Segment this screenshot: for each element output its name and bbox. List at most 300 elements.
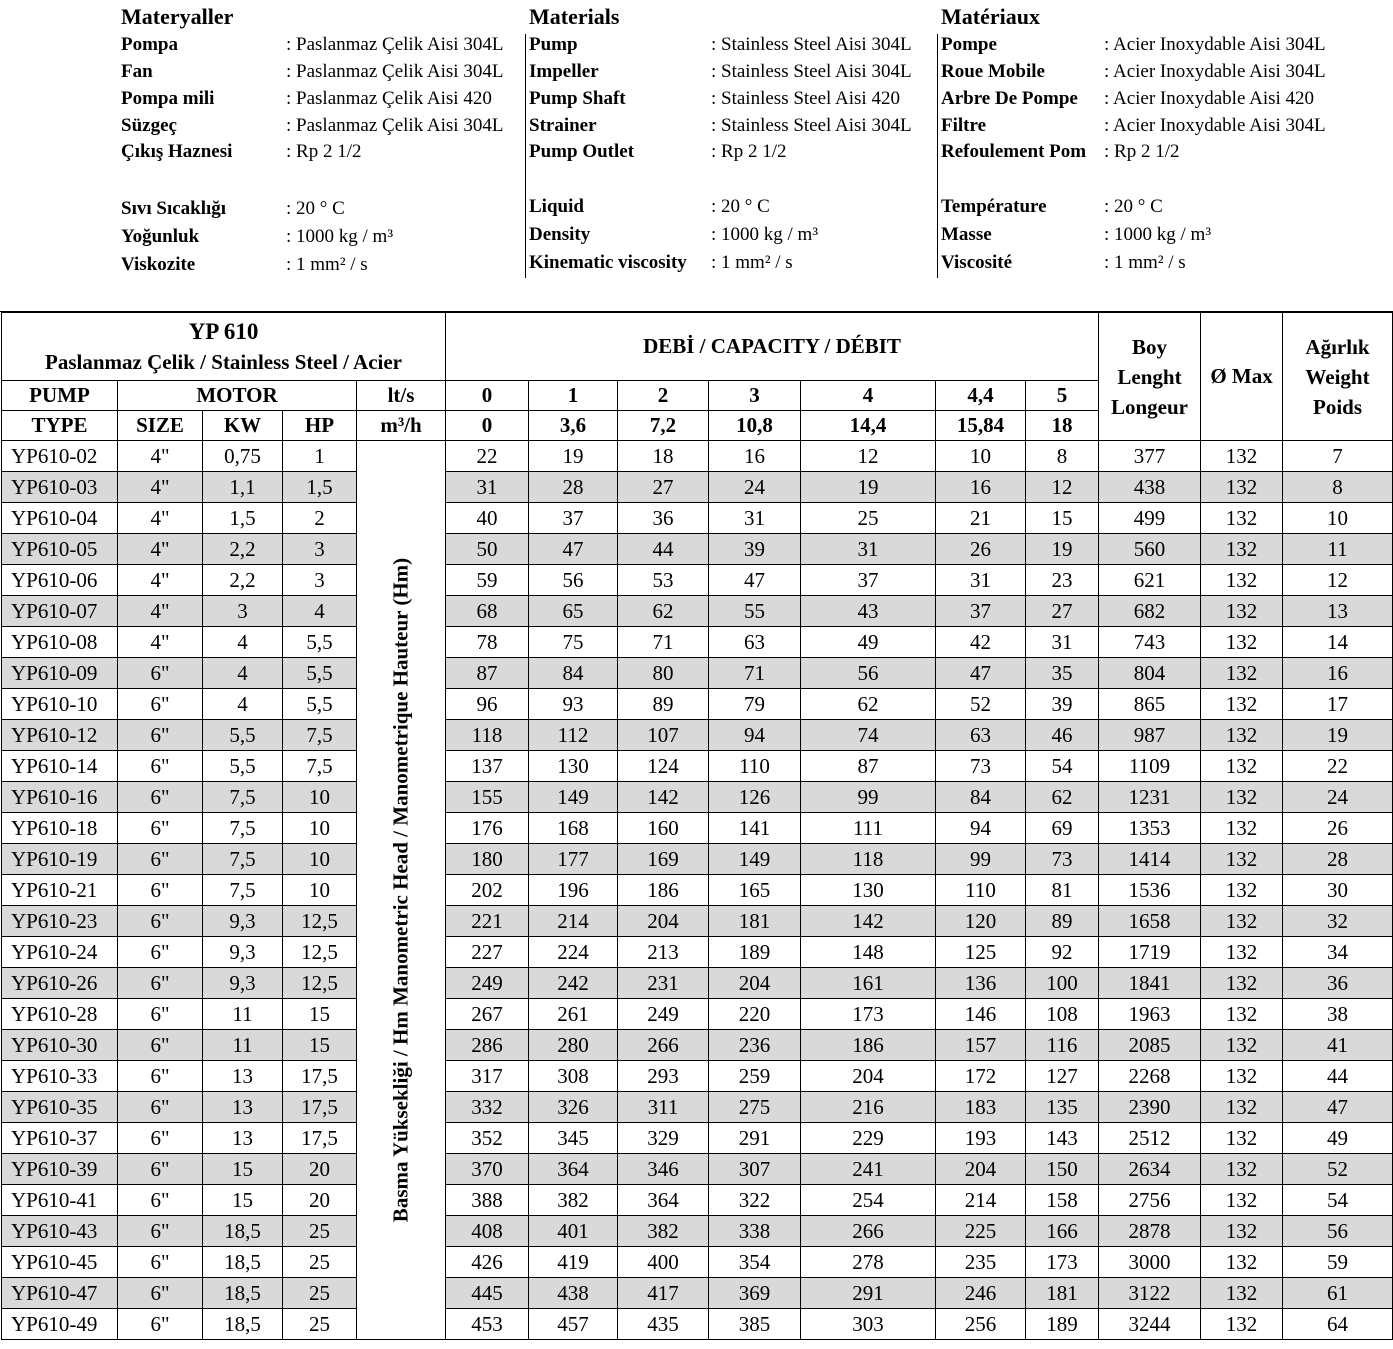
head-6-cell: 189 — [1026, 1309, 1099, 1340]
materials-title-tr: Materyaller — [121, 4, 234, 29]
table-row — [2, 1247, 1393, 1278]
head-4-cell: 37 — [801, 565, 936, 596]
head-4-cell: 241 — [801, 1154, 936, 1185]
motor-size-cell: 4" — [118, 627, 203, 658]
head-3-cell: 141 — [709, 813, 801, 844]
motor-kw-cell: 7,5 — [203, 875, 283, 906]
hp-header: HP — [283, 411, 357, 441]
table-row — [2, 1278, 1393, 1309]
pump-type-cell: YP610-41 — [2, 1185, 118, 1216]
head-6-cell: 39 — [1026, 689, 1099, 720]
head-2-cell: 89 — [618, 689, 709, 720]
material-value: : Acier Inoxydable Aisi 304L — [1104, 115, 1326, 136]
head-0-cell: 59 — [446, 565, 529, 596]
head-0-cell: 267 — [446, 999, 529, 1030]
head-2-cell: 204 — [618, 906, 709, 937]
weight-cell: 44 — [1283, 1061, 1393, 1092]
motor-size-cell: 6" — [118, 1185, 203, 1216]
length-cell: 499 — [1099, 503, 1201, 534]
table-row — [2, 441, 1393, 472]
material-value: : 1000 kg / m³ — [711, 224, 819, 245]
head-3-cell: 110 — [709, 751, 801, 782]
head-2-cell: 364 — [618, 1185, 709, 1216]
diameter-cell: 132 — [1201, 534, 1283, 565]
head-4-cell: 118 — [801, 844, 936, 875]
motor-hp-cell: 4 — [283, 596, 357, 627]
head-5-cell: 26 — [936, 534, 1026, 565]
motor-kw-cell: 15 — [203, 1185, 283, 1216]
motor-hp-cell: 25 — [283, 1247, 357, 1278]
weight-cell: 56 — [1283, 1216, 1393, 1247]
motor-hp-cell: 20 — [283, 1185, 357, 1216]
flow-m3h-header: 15,84 — [936, 411, 1026, 441]
table-row — [2, 906, 1393, 937]
head-2-cell: 249 — [618, 999, 709, 1030]
head-axis-cell — [357, 441, 446, 1340]
table-row — [2, 534, 1393, 565]
pump-type-cell: YP610-24 — [2, 937, 118, 968]
table-row — [2, 627, 1393, 658]
capacity-header: DEBİ / CAPACITY / DÉBIT — [446, 313, 1099, 381]
head-0-cell: 286 — [446, 1030, 529, 1061]
motor-size-cell: 6" — [118, 875, 203, 906]
head-3-cell: 369 — [709, 1278, 801, 1309]
table-row — [2, 689, 1393, 720]
material-label: Arbre De Pompe — [941, 88, 1078, 109]
head-1-cell: 364 — [529, 1154, 618, 1185]
weight-cell: 28 — [1283, 844, 1393, 875]
material-value: : Stainless Steel Aisi 420 — [711, 88, 900, 109]
material-label: Strainer — [529, 115, 597, 136]
motor-size-cell: 4" — [118, 503, 203, 534]
head-5-cell: 125 — [936, 937, 1026, 968]
material-value: : 20 ° C — [1104, 196, 1163, 217]
motor-size-cell: 6" — [118, 968, 203, 999]
head-2-cell: 107 — [618, 720, 709, 751]
motor-size-cell: 6" — [118, 1061, 203, 1092]
head-0-cell: 118 — [446, 720, 529, 751]
weight-header-tr: Ağırlık — [1305, 334, 1370, 359]
head-0-cell: 227 — [446, 937, 529, 968]
head-0-cell: 388 — [446, 1185, 529, 1216]
length-cell: 1841 — [1099, 968, 1201, 999]
head-2-cell: 213 — [618, 937, 709, 968]
head-4-cell: 303 — [801, 1309, 936, 1340]
head-4-cell: 266 — [801, 1216, 936, 1247]
table-row — [2, 999, 1393, 1030]
diameter-cell: 132 — [1201, 751, 1283, 782]
head-5-cell: 136 — [936, 968, 1026, 999]
head-2-cell: 266 — [618, 1030, 709, 1061]
head-5-cell: 37 — [936, 596, 1026, 627]
table-row — [2, 472, 1393, 503]
material-label: Viskozite — [121, 254, 196, 275]
material-value: : 1 mm² / s — [711, 252, 793, 273]
head-3-cell: 275 — [709, 1092, 801, 1123]
head-1-cell: 438 — [529, 1278, 618, 1309]
pump-type-cell: YP610-14 — [2, 751, 118, 782]
material-value: : Paslanmaz Çelik Aisi 304L — [286, 115, 504, 136]
materials-divider — [937, 34, 938, 278]
pump-type-cell: YP610-37 — [2, 1123, 118, 1154]
head-2-cell: 80 — [618, 658, 709, 689]
head-0-cell: 332 — [446, 1092, 529, 1123]
head-5-cell: 146 — [936, 999, 1026, 1030]
head-3-cell: 236 — [709, 1030, 801, 1061]
head-6-cell: 12 — [1026, 472, 1099, 503]
pump-header: PUMP — [2, 381, 118, 411]
head-3-cell: 338 — [709, 1216, 801, 1247]
head-2-cell: 36 — [618, 503, 709, 534]
pump-type-cell: YP610-19 — [2, 844, 118, 875]
weight-cell: 17 — [1283, 689, 1393, 720]
head-3-cell: 181 — [709, 906, 801, 937]
motor-hp-cell: 3 — [283, 534, 357, 565]
head-0-cell: 317 — [446, 1061, 529, 1092]
length-cell: 1231 — [1099, 782, 1201, 813]
head-5-cell: 235 — [936, 1247, 1026, 1278]
length-cell: 1963 — [1099, 999, 1201, 1030]
length-header-en: Lenght — [1117, 364, 1182, 389]
motor-kw-cell: 9,3 — [203, 937, 283, 968]
head-5-cell: 193 — [936, 1123, 1026, 1154]
material-label: Masse — [941, 224, 992, 245]
pump-type-cell: YP610-21 — [2, 875, 118, 906]
material-label: Température — [941, 196, 1047, 217]
material-value: : Acier Inoxydable Aisi 304L — [1104, 34, 1326, 55]
material-value: : Stainless Steel Aisi 304L — [711, 115, 912, 136]
material-label: Pompa — [121, 34, 178, 55]
head-5-cell: 31 — [936, 565, 1026, 596]
table-row — [2, 1030, 1393, 1061]
diameter-cell: 132 — [1201, 1309, 1283, 1340]
motor-kw-cell: 18,5 — [203, 1278, 283, 1309]
pump-type-cell: YP610-12 — [2, 720, 118, 751]
head-3-cell: 47 — [709, 565, 801, 596]
head-4-cell: 186 — [801, 1030, 936, 1061]
head-0-cell: 87 — [446, 658, 529, 689]
motor-hp-cell: 17,5 — [283, 1092, 357, 1123]
motor-hp-cell: 15 — [283, 1030, 357, 1061]
flow-m3h-header: 14,4 — [801, 411, 936, 441]
head-1-cell: 224 — [529, 937, 618, 968]
diameter-cell: 132 — [1201, 565, 1283, 596]
motor-kw-cell: 1,5 — [203, 503, 283, 534]
motor-hp-cell: 15 — [283, 999, 357, 1030]
length-cell: 1536 — [1099, 875, 1201, 906]
head-4-cell: 148 — [801, 937, 936, 968]
weight-cell: 22 — [1283, 751, 1393, 782]
head-6-cell: 89 — [1026, 906, 1099, 937]
motor-kw-cell: 11 — [203, 999, 283, 1030]
size-header: SIZE — [118, 411, 203, 441]
weight-cell: 11 — [1283, 534, 1393, 565]
weight-cell: 41 — [1283, 1030, 1393, 1061]
head-1-cell: 214 — [529, 906, 618, 937]
head-5-cell: 157 — [936, 1030, 1026, 1061]
material-label: Refoulement Pom — [941, 141, 1087, 162]
flow-lts-header: 4 — [801, 381, 936, 411]
weight-header — [1283, 313, 1393, 441]
head-2-cell: 18 — [618, 441, 709, 472]
weight-cell: 59 — [1283, 1247, 1393, 1278]
head-2-cell: 417 — [618, 1278, 709, 1309]
diameter-cell: 132 — [1201, 441, 1283, 472]
length-cell: 2878 — [1099, 1216, 1201, 1247]
material-label: Roue Mobile — [941, 61, 1045, 82]
head-6-cell: 166 — [1026, 1216, 1099, 1247]
weight-cell: 32 — [1283, 906, 1393, 937]
motor-kw-cell: 9,3 — [203, 906, 283, 937]
head-5-cell: 73 — [936, 751, 1026, 782]
length-header-fr: Longeur — [1111, 394, 1189, 419]
diameter-cell: 132 — [1201, 503, 1283, 534]
length-cell: 560 — [1099, 534, 1201, 565]
motor-hp-cell: 5,5 — [283, 627, 357, 658]
motor-kw-cell: 7,5 — [203, 813, 283, 844]
motor-header: MOTOR — [118, 381, 357, 411]
head-5-cell: 42 — [936, 627, 1026, 658]
motor-hp-cell: 20 — [283, 1154, 357, 1185]
motor-hp-cell: 10 — [283, 875, 357, 906]
weight-cell: 34 — [1283, 937, 1393, 968]
head-3-cell: 71 — [709, 658, 801, 689]
motor-size-cell: 6" — [118, 782, 203, 813]
pump-type-cell: YP610-02 — [2, 441, 118, 472]
material-value: : Stainless Steel Aisi 304L — [711, 61, 912, 82]
material-value: : 20 ° C — [711, 196, 770, 217]
head-0-cell: 78 — [446, 627, 529, 658]
motor-hp-cell: 1 — [283, 441, 357, 472]
head-4-cell: 43 — [801, 596, 936, 627]
motor-kw-cell: 4 — [203, 689, 283, 720]
head-6-cell: 19 — [1026, 534, 1099, 565]
head-0-cell: 180 — [446, 844, 529, 875]
head-2-cell: 400 — [618, 1247, 709, 1278]
head-6-cell: 69 — [1026, 813, 1099, 844]
head-2-cell: 53 — [618, 565, 709, 596]
pump-type-cell: YP610-03 — [2, 472, 118, 503]
material-value: : 1 mm² / s — [286, 254, 368, 275]
flow-lts-header: 5 — [1026, 381, 1099, 411]
motor-hp-cell: 17,5 — [283, 1061, 357, 1092]
head-2-cell: 62 — [618, 596, 709, 627]
motor-hp-cell: 1,5 — [283, 472, 357, 503]
diameter-cell: 132 — [1201, 1185, 1283, 1216]
head-4-cell: 161 — [801, 968, 936, 999]
head-2-cell: 169 — [618, 844, 709, 875]
head-5-cell: 84 — [936, 782, 1026, 813]
head-3-cell: 149 — [709, 844, 801, 875]
head-3-cell: 94 — [709, 720, 801, 751]
diameter-cell: 132 — [1201, 999, 1283, 1030]
motor-size-cell: 6" — [118, 1216, 203, 1247]
diameter-cell: 132 — [1201, 1061, 1283, 1092]
head-1-cell: 37 — [529, 503, 618, 534]
head-0-cell: 445 — [446, 1278, 529, 1309]
table-row — [2, 658, 1393, 689]
head-2-cell: 382 — [618, 1216, 709, 1247]
head-4-cell: 31 — [801, 534, 936, 565]
head-1-cell: 261 — [529, 999, 618, 1030]
diameter-cell: 132 — [1201, 472, 1283, 503]
head-4-cell: 99 — [801, 782, 936, 813]
head-5-cell: 110 — [936, 875, 1026, 906]
head-3-cell: 307 — [709, 1154, 801, 1185]
material-value: : Rp 2 1/2 — [711, 141, 787, 162]
head-0-cell: 408 — [446, 1216, 529, 1247]
head-4-cell: 111 — [801, 813, 936, 844]
weight-cell: 7 — [1283, 441, 1393, 472]
weight-cell: 38 — [1283, 999, 1393, 1030]
head-5-cell: 10 — [936, 441, 1026, 472]
head-5-cell: 52 — [936, 689, 1026, 720]
motor-hp-cell: 7,5 — [283, 720, 357, 751]
head-4-cell: 56 — [801, 658, 936, 689]
motor-kw-cell: 18,5 — [203, 1216, 283, 1247]
weight-cell: 64 — [1283, 1309, 1393, 1340]
head-3-cell: 220 — [709, 999, 801, 1030]
head-2-cell: 329 — [618, 1123, 709, 1154]
flow-m3h-header: 7,2 — [618, 411, 709, 441]
weight-cell: 8 — [1283, 472, 1393, 503]
motor-hp-cell: 10 — [283, 844, 357, 875]
weight-cell: 61 — [1283, 1278, 1393, 1309]
head-1-cell: 112 — [529, 720, 618, 751]
material-value: : Paslanmaz Çelik Aisi 304L — [286, 61, 504, 82]
lts-unit: lt/s — [357, 381, 446, 411]
motor-size-cell: 6" — [118, 1154, 203, 1185]
pump-type-cell: YP610-43 — [2, 1216, 118, 1247]
diameter-cell: 132 — [1201, 720, 1283, 751]
motor-hp-cell: 10 — [283, 813, 357, 844]
length-cell: 1353 — [1099, 813, 1201, 844]
head-6-cell: 31 — [1026, 627, 1099, 658]
head-1-cell: 130 — [529, 751, 618, 782]
head-0-cell: 40 — [446, 503, 529, 534]
pump-type-cell: YP610-39 — [2, 1154, 118, 1185]
material-value: : Acier Inoxydable Aisi 420 — [1104, 88, 1315, 109]
type-header: TYPE — [2, 411, 118, 441]
motor-size-cell: 6" — [118, 999, 203, 1030]
material-value: : 1000 kg / m³ — [286, 226, 394, 247]
motor-hp-cell: 25 — [283, 1278, 357, 1309]
material-value: : Acier Inoxydable Aisi 304L — [1104, 61, 1326, 82]
material-label: Pompa mili — [121, 88, 215, 109]
head-6-cell: 181 — [1026, 1278, 1099, 1309]
motor-hp-cell: 25 — [283, 1216, 357, 1247]
flow-m3h-header: 10,8 — [709, 411, 801, 441]
material-value: : Rp 2 1/2 — [1104, 141, 1180, 162]
motor-hp-cell: 12,5 — [283, 937, 357, 968]
head-6-cell: 92 — [1026, 937, 1099, 968]
diameter-cell: 132 — [1201, 1216, 1283, 1247]
length-cell: 377 — [1099, 441, 1201, 472]
motor-kw-cell: 0,75 — [203, 441, 283, 472]
diameter-cell: 132 — [1201, 875, 1283, 906]
motor-size-cell: 4" — [118, 441, 203, 472]
head-5-cell: 120 — [936, 906, 1026, 937]
diameter-cell: 132 — [1201, 596, 1283, 627]
length-cell: 3000 — [1099, 1247, 1201, 1278]
model-title: YP 610 — [188, 318, 259, 344]
head-4-cell: 229 — [801, 1123, 936, 1154]
head-5-cell: 256 — [936, 1309, 1026, 1340]
head-1-cell: 280 — [529, 1030, 618, 1061]
table-row — [2, 1092, 1393, 1123]
motor-kw-cell: 9,3 — [203, 968, 283, 999]
head-0-cell: 68 — [446, 596, 529, 627]
flow-lts-header: 4,4 — [936, 381, 1026, 411]
head-4-cell: 291 — [801, 1278, 936, 1309]
head-4-cell: 142 — [801, 906, 936, 937]
head-6-cell: 143 — [1026, 1123, 1099, 1154]
motor-kw-cell: 2,2 — [203, 534, 283, 565]
head-5-cell: 63 — [936, 720, 1026, 751]
table-row — [2, 751, 1393, 782]
flow-m3h-header: 0 — [446, 411, 529, 441]
motor-kw-cell: 18,5 — [203, 1247, 283, 1278]
head-0-cell: 249 — [446, 968, 529, 999]
length-cell: 2390 — [1099, 1092, 1201, 1123]
head-1-cell: 56 — [529, 565, 618, 596]
head-1-cell: 345 — [529, 1123, 618, 1154]
head-4-cell: 87 — [801, 751, 936, 782]
weight-cell: 36 — [1283, 968, 1393, 999]
motor-size-cell: 6" — [118, 1030, 203, 1061]
head-4-cell: 130 — [801, 875, 936, 906]
diameter-cell: 132 — [1201, 937, 1283, 968]
motor-size-cell: 6" — [118, 844, 203, 875]
table-row — [2, 782, 1393, 813]
head-4-cell: 25 — [801, 503, 936, 534]
length-cell: 438 — [1099, 472, 1201, 503]
head-5-cell: 225 — [936, 1216, 1026, 1247]
head-6-cell: 35 — [1026, 658, 1099, 689]
head-1-cell: 401 — [529, 1216, 618, 1247]
motor-hp-cell: 12,5 — [283, 906, 357, 937]
motor-size-cell: 4" — [118, 472, 203, 503]
head-1-cell: 242 — [529, 968, 618, 999]
head-0-cell: 137 — [446, 751, 529, 782]
pump-type-cell: YP610-28 — [2, 999, 118, 1030]
flow-m3h-header: 18 — [1026, 411, 1099, 441]
weight-cell: 19 — [1283, 720, 1393, 751]
pump-type-cell: YP610-47 — [2, 1278, 118, 1309]
flow-lts-header: 1 — [529, 381, 618, 411]
motor-size-cell: 6" — [118, 1247, 203, 1278]
material-value: : 1000 kg / m³ — [1104, 224, 1212, 245]
material-value: : Paslanmaz Çelik Aisi 304L — [286, 34, 504, 55]
head-5-cell: 183 — [936, 1092, 1026, 1123]
head-3-cell: 63 — [709, 627, 801, 658]
head-3-cell: 165 — [709, 875, 801, 906]
motor-hp-cell: 7,5 — [283, 751, 357, 782]
head-1-cell: 308 — [529, 1061, 618, 1092]
motor-kw-cell: 15 — [203, 1154, 283, 1185]
materials-english — [529, 0, 937, 280]
diameter-cell: 132 — [1201, 1247, 1283, 1278]
head-2-cell: 293 — [618, 1061, 709, 1092]
table-row — [2, 1154, 1393, 1185]
head-4-cell: 19 — [801, 472, 936, 503]
head-2-cell: 71 — [618, 627, 709, 658]
motor-kw-cell: 1,1 — [203, 472, 283, 503]
motor-kw-cell: 4 — [203, 658, 283, 689]
table-row — [2, 937, 1393, 968]
head-0-cell: 370 — [446, 1154, 529, 1185]
head-2-cell: 311 — [618, 1092, 709, 1123]
